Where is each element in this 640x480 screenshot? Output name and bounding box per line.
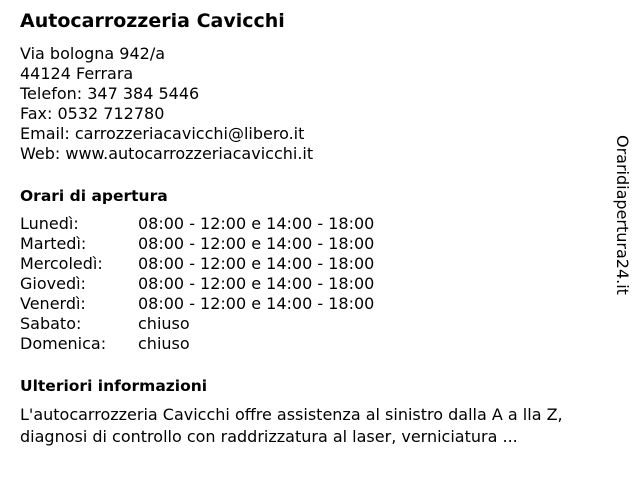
hours-time: 08:00 - 12:00 e 14:00 - 18:00 — [138, 214, 375, 233]
hours-table — [20, 214, 610, 354]
hours-row — [20, 254, 610, 274]
hours-time: 08:00 - 12:00 e 14:00 - 18:00 — [138, 254, 375, 273]
hours-day: Lunedì: — [20, 214, 79, 233]
business-card — [20, 8, 610, 448]
hours-row — [20, 234, 610, 254]
hours-day: Martedì: — [20, 234, 87, 253]
fax-line: Fax: 0532 712780 — [20, 104, 165, 123]
hours-day: Mercoledì: — [20, 254, 103, 273]
address-city: 44124 Ferrara — [20, 64, 134, 83]
hours-row — [20, 294, 610, 314]
email-line: Email: carrozzeriacavicchi@libero.it — [20, 124, 305, 143]
hours-day: Giovedì: — [20, 274, 86, 293]
address-street: Via bologna 942/a — [20, 44, 166, 63]
watermark-text: Oraridiapertura24.it — [613, 135, 632, 295]
hours-time: 08:00 - 12:00 e 14:00 - 18:00 — [138, 294, 375, 313]
web-line: Web: www.autocarrozzeriacavicchi.it — [20, 144, 314, 163]
hours-row — [20, 214, 610, 234]
hours-row — [20, 314, 610, 334]
hours-day: Venerdì: — [20, 294, 86, 313]
phone-line: Telefon: 347 384 5446 — [20, 84, 200, 103]
hours-time: 08:00 - 12:00 e 14:00 - 18:00 — [138, 274, 375, 293]
hours-row — [20, 334, 610, 354]
hours-day: Domenica: — [20, 334, 107, 353]
business-name: Autocarrozzeria Cavicchi — [20, 10, 285, 32]
site-watermark — [609, 135, 633, 315]
hours-time: 08:00 - 12:00 e 14:00 - 18:00 — [138, 234, 375, 253]
info-heading: Ulteriori informazioni — [20, 377, 208, 395]
info-text: L'autocarrozzeria Cavicchi offre assistenza al sinistro dalla A a lla Z, diagnosi di controllo con raddrizzatura al laser, verniciatura ... — [20, 405, 563, 446]
hours-row — [20, 274, 610, 294]
hours-day: Sabato: — [20, 314, 82, 333]
hours-heading: Orari di apertura — [20, 187, 168, 205]
contact-block — [20, 44, 610, 164]
hours-time: chiuso — [138, 334, 190, 353]
hours-time: chiuso — [138, 314, 190, 333]
